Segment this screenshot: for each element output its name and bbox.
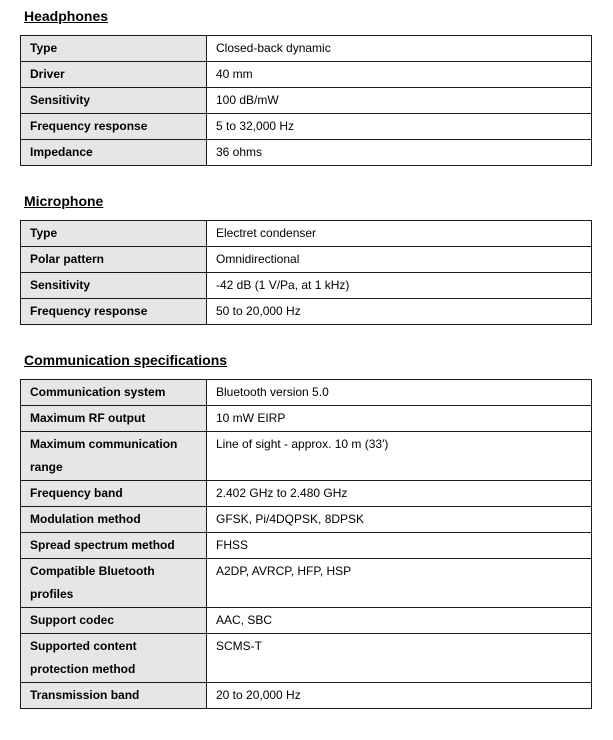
table-row [21, 247, 592, 273]
table-row [21, 273, 592, 299]
spec-value: 10 mW EIRP [207, 406, 592, 432]
table-row [21, 683, 592, 709]
spec-label: Frequency response [21, 114, 207, 140]
table-row [21, 432, 592, 481]
spec-table-headphones [20, 35, 592, 166]
section-headphones [20, 8, 592, 166]
spec-label: Frequency band [21, 481, 207, 507]
table-row [21, 533, 592, 559]
table-row [21, 36, 592, 62]
spec-label: Communication system [21, 380, 207, 406]
spec-value: FHSS [207, 533, 592, 559]
table-row [21, 559, 592, 608]
table-row [21, 140, 592, 166]
table-row [21, 608, 592, 634]
spec-value: 5 to 32,000 Hz [207, 114, 592, 140]
spec-label: Support codec [21, 608, 207, 634]
spec-label: Sensitivity [21, 88, 207, 114]
spec-label: Polar pattern [21, 247, 207, 273]
spec-label: Compatible Bluetooth profiles [21, 559, 207, 608]
table-row [21, 406, 592, 432]
section-communication-specifications [20, 352, 592, 709]
section-title: Microphone [24, 193, 104, 209]
table-row [21, 88, 592, 114]
spec-value: GFSK, Pi/4DQPSK, 8DPSK [207, 507, 592, 533]
spec-label: Frequency response [21, 299, 207, 325]
spec-value: AAC, SBC [207, 608, 592, 634]
spec-label: Sensitivity [21, 273, 207, 299]
spec-value: Closed-back dynamic [207, 36, 592, 62]
table-row [21, 507, 592, 533]
spec-value: 100 dB/mW [207, 88, 592, 114]
spec-value: A2DP, AVRCP, HFP, HSP [207, 559, 592, 608]
spec-value: 40 mm [207, 62, 592, 88]
spec-value: 50 to 20,000 Hz [207, 299, 592, 325]
table-row [21, 634, 592, 683]
spec-value: 2.402 GHz to 2.480 GHz [207, 481, 592, 507]
spec-label: Supported content protection method [21, 634, 207, 683]
spec-value: Line of sight - approx. 10 m (33') [207, 432, 592, 481]
table-row [21, 62, 592, 88]
spec-value: 20 to 20,000 Hz [207, 683, 592, 709]
table-row [21, 221, 592, 247]
section-title: Communication specifications [24, 352, 228, 368]
spec-label: Type [21, 221, 207, 247]
spec-label: Spread spectrum method [21, 533, 207, 559]
spec-value: Electret condenser [207, 221, 592, 247]
spec-label: Maximum communication range [21, 432, 207, 481]
spec-value: 36 ohms [207, 140, 592, 166]
spec-label: Transmission band [21, 683, 207, 709]
spec-table-microphone [20, 220, 592, 325]
spec-label: Maximum RF output [21, 406, 207, 432]
spec-label: Type [21, 36, 207, 62]
spec-label: Modulation method [21, 507, 207, 533]
table-row [21, 481, 592, 507]
spec-table-communication [20, 379, 592, 709]
spec-label: Driver [21, 62, 207, 88]
table-row [21, 114, 592, 140]
spec-label: Impedance [21, 140, 207, 166]
section-title: Headphones [24, 8, 109, 24]
section-microphone [20, 193, 592, 325]
table-row [21, 299, 592, 325]
spec-value: -42 dB (1 V/Pa, at 1 kHz) [207, 273, 592, 299]
spec-value: Bluetooth version 5.0 [207, 380, 592, 406]
spec-value: Omnidirectional [207, 247, 592, 273]
spec-value: SCMS-T [207, 634, 592, 683]
table-row [21, 380, 592, 406]
